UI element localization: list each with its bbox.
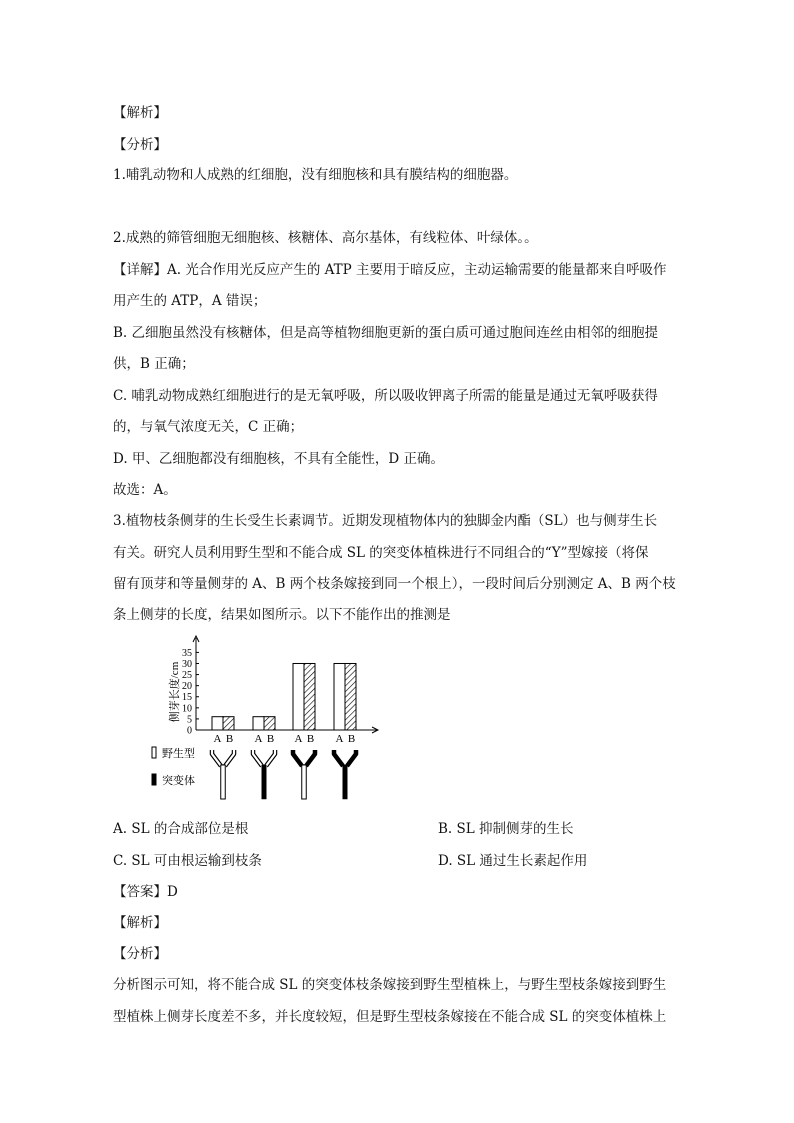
x-tick-label: A (335, 733, 344, 745)
text-line: B. 乙细胞虽然没有核糖体，但是高等植物细胞更新的蛋白质可通过胞间连丝由相邻的细胞提 (113, 325, 659, 341)
x-tick-label: A (254, 733, 263, 745)
bar-chart (150, 632, 450, 807)
graft-root (221, 765, 226, 799)
bar-b (345, 663, 356, 730)
text-line: 分析图示可知，将不能合成 SL 的突变体枝条嫁接到野生型植株上，与野生型枝条嫁接到野生 (113, 977, 667, 993)
y-tick-label: 35 (182, 647, 192, 659)
x-tick-label: B (266, 733, 275, 745)
graft-branch-a (293, 750, 302, 766)
text-line: 【分析】 (113, 137, 167, 153)
graft-root (302, 765, 307, 799)
bar-a (212, 717, 223, 730)
y-tick-label: 20 (182, 681, 192, 693)
text-line: 2.成熟的筛管细胞无细胞核、核糖体、高尔基体，有线粒体、叶绿体。。 (113, 230, 538, 246)
y-tick-label: 5 (187, 714, 192, 726)
text-line: 【详解】A. 光合作用光反应产生的 ATP 主要用于暗反应，主动运输需要的能量都来自呼吸作 (113, 262, 667, 278)
legend-label: 野生型 (162, 748, 195, 760)
text-line: 用产生的 ATP，A 错误； (113, 293, 267, 309)
graft-y-shape (253, 750, 275, 799)
bar-b (223, 717, 234, 730)
y-tick-label: 25 (182, 670, 192, 682)
text-line: 的，与氧气浓度无关，C 正确； (113, 419, 304, 435)
y-tick-label: 15 (182, 692, 192, 704)
y-tick-label: 0 (187, 725, 192, 737)
bar-b (304, 663, 315, 730)
bar-b (264, 717, 275, 730)
x-tick-label: B (306, 733, 315, 745)
graft-branch-a (334, 750, 343, 766)
y-axis-label: 侧芽长度/cm (169, 661, 181, 723)
option-a: A. SL 的合成部位是根 (113, 821, 249, 837)
text-line: D. 甲、乙细胞都没有细胞核，不具有全能性，D 正确。 (113, 451, 445, 467)
text-line: 【分析】 (113, 946, 167, 962)
option-b: B. SL 抑制侧芽的生长 (438, 821, 574, 837)
x-tick-label: B (225, 733, 234, 745)
graft-branch-b (347, 750, 356, 766)
graft-root (343, 765, 348, 799)
y-tick-label: 10 (182, 703, 192, 715)
text-line: 故选：A。 (113, 482, 177, 498)
legend-label: 突变体 (162, 775, 195, 787)
graft-y-shape (334, 750, 356, 799)
text-line: 【答案】D (113, 884, 178, 900)
graft-y-shape (212, 750, 234, 799)
bar-a (293, 663, 304, 730)
x-tick-label: B (347, 733, 356, 745)
y-tick-label: 30 (182, 658, 192, 670)
text-line: 条上侧芽的长度，结果如图所示。以下不能作出的推测是 (113, 607, 451, 623)
text-line: C. 哺乳动物成熟红细胞进行的是无氧呼吸，所以吸收钾离子所需的能量是通过无氧呼吸获得 (113, 388, 658, 404)
legend-swatch (152, 774, 156, 785)
option-d: D. SL 通过生长素起作用 (438, 853, 588, 869)
text-line: 留有顶芽和等量侧芽的 A、B 两个枝条嫁接到同一个根上），一段时间后分别测定 A、B 两个枝 (113, 576, 676, 592)
graft-root (262, 765, 267, 799)
graft-y-shape (293, 750, 315, 799)
x-tick-label: A (213, 733, 222, 745)
text-line: 1.哺乳动物和人成熟的红细胞，没有细胞核和具有膜结构的细胞器。 (113, 167, 518, 183)
x-tick-label: A (294, 733, 303, 745)
option-c: C. SL 可由根运输到枝条 (113, 853, 262, 869)
bar-a (334, 663, 345, 730)
text-line: 型植株上侧芽长度差不多，并长度较短，但是野生型枝条嫁接在不能合成 SL 的突变体植株上 (113, 1009, 667, 1025)
text-line: 【解析】 (113, 105, 167, 121)
bar-a (253, 717, 264, 730)
legend-swatch (152, 747, 156, 758)
text-line: 【解析】 (113, 915, 167, 931)
text-line: 有关。研究人员利用野生型和不能合成 SL 的突变体植株进行不同组合的“Y”型嫁接（将保 (113, 545, 649, 561)
text-line: 供，B 正确； (113, 356, 195, 372)
graft-branch-b (306, 750, 315, 766)
text-line: 3.植物枝条侧芽的生长受生长素调节。近期发现植物体内的独脚金内酯（SL）也与侧芽生长 (113, 513, 658, 529)
